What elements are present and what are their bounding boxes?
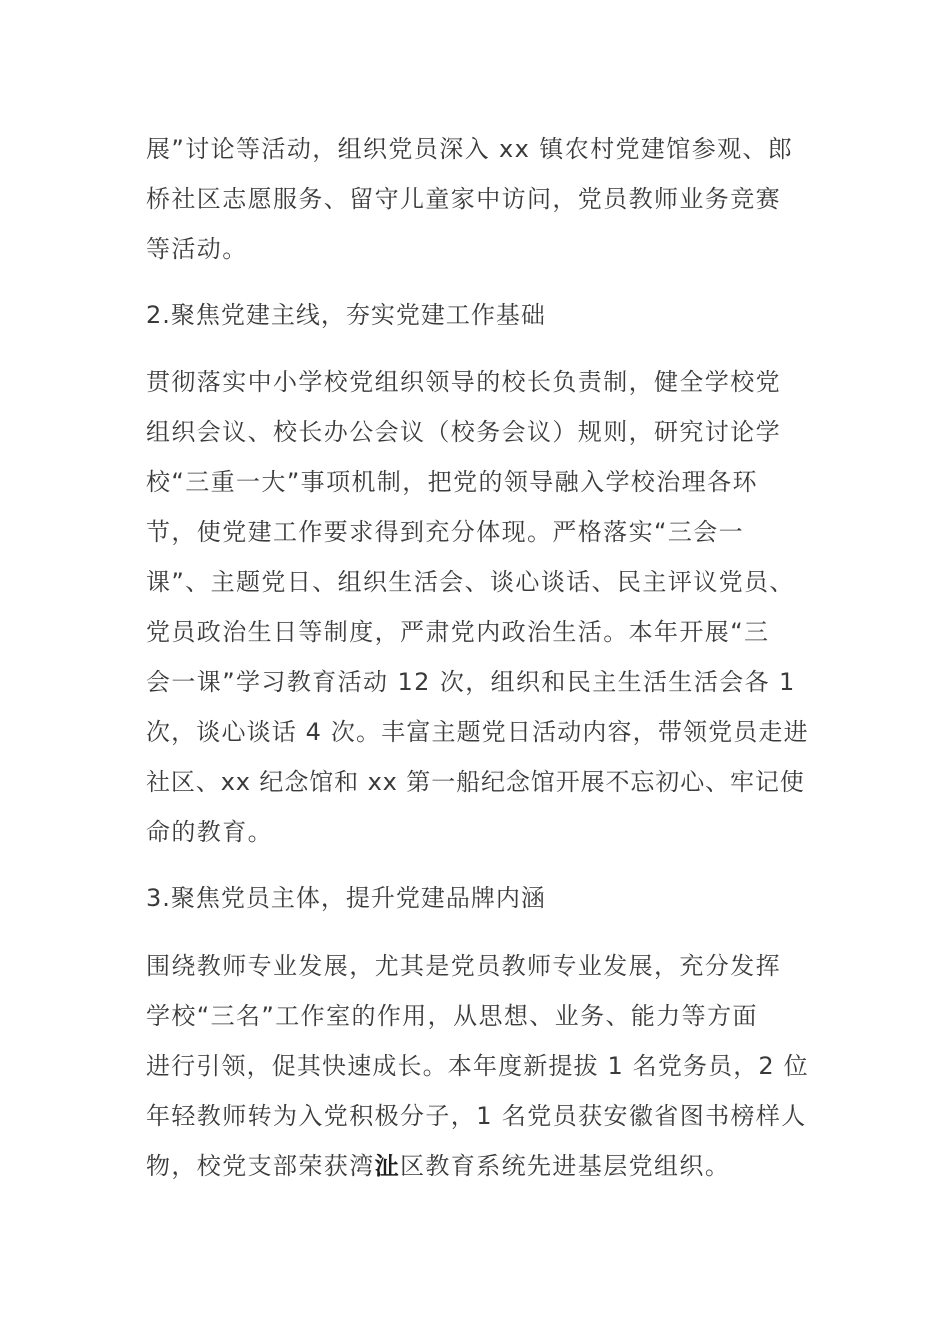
paragraph-party-member-brand [146,941,810,1191]
section-heading-text: 2.聚焦党建主线，夯实党建工作基础 [146,301,546,329]
text-line: 党员政治生日等制度，严肃党内政治生活。本年开展“三 [146,618,770,646]
paragraph-continuation [146,124,810,274]
text-line: 学校“三名”工作室的作用，从思想、业务、能力等方面 [146,1002,758,1030]
emphasized-character: 沚 [374,1152,401,1180]
section-heading-text: 3.聚焦党员主体，提升党建品牌内涵 [146,884,546,912]
section-heading-2 [146,290,810,340]
text-line: 等活动。 [146,235,248,263]
text-run: 区教育系统先进基层党组织。 [400,1152,731,1180]
text-line: 围绕教师专业发展，尤其是党员教师专业发展，充分发挥 [146,952,781,980]
text-line: 进行引领，促其快速成长。本年度新提拔 1 名党务员，2 位 [146,1052,809,1080]
text-line: 课”、主题党日、组织生活会、谈心谈话、民主评议党员、 [146,568,795,596]
text-line: 组织会议、校长办公会议（校务会议）规则，研究讨论学 [146,418,781,446]
text-line: 命的教育。 [146,818,273,846]
text-line: 年轻教师转为入党积极分子，1 名党员获安徽省图书榜样人 [146,1102,807,1130]
text-line: 校“三重一大”事项机制，把党的领导融入学校治理各环 [146,468,758,496]
text-line-last [146,1141,810,1191]
text-line: 次，谈心谈话 4 次。丰富主题党日活动内容，带领党员走进 [146,718,809,746]
text-line: 节，使党建工作要求得到充分体现。严格落实“三会一 [146,518,745,546]
paragraph-party-building-foundation [146,357,810,857]
section-heading-3 [146,873,810,923]
text-run: 物，校党支部荣获湾 [146,1152,375,1180]
text-line: 会一课”学习教育活动 12 次，组织和民主生活生活会各 1 [146,668,796,696]
text-line: 社区、xx 纪念馆和 xx 第一船纪念馆开展不忘初心、牢记使 [146,768,805,796]
text-line: 贯彻落实中小学校党组织领导的校长负责制，健全学校党 [146,368,781,396]
text-line: 展”讨论等活动，组织党员深入 xx 镇农村党建馆参观、郎 [146,135,794,163]
text-line: 桥社区志愿服务、留守儿童家中访问，党员教师业务竞赛 [146,185,781,213]
